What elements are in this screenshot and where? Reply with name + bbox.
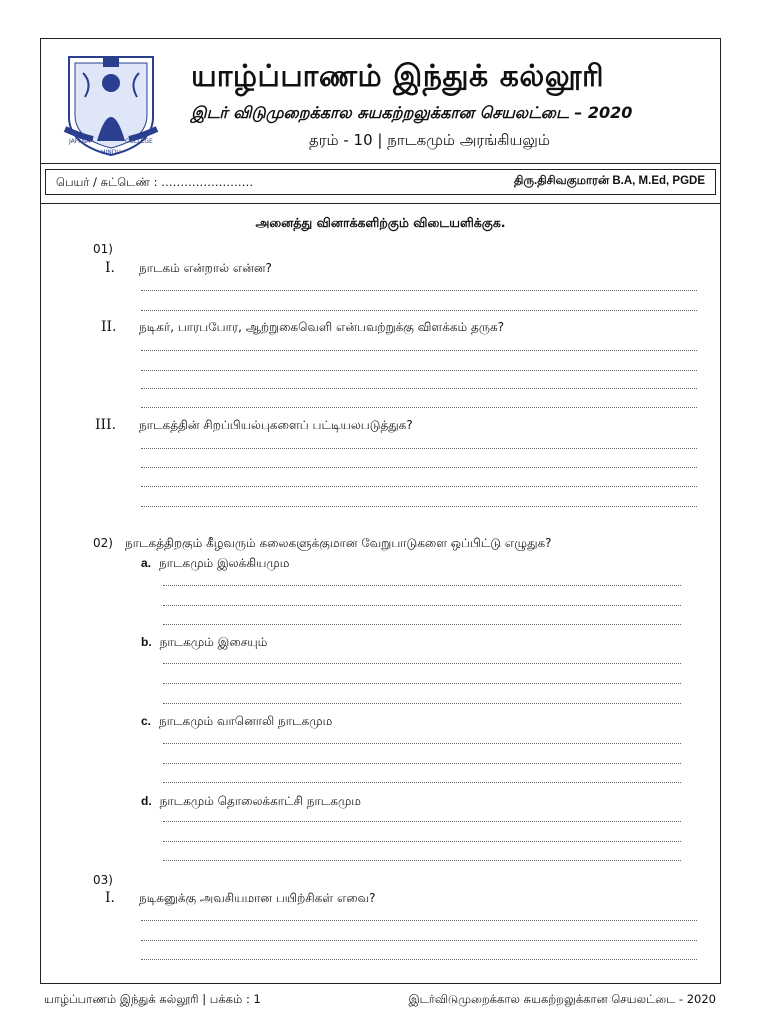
question-2-b: b. நாடகமும் இசையும் [141,635,268,649]
instruction: அனைத்து வினாக்களிற்கும் விடையளிக்குக. [255,215,506,230]
question-2-c: c. நாடகமும் வானொலி நாடகமும [141,714,333,728]
name-bar [45,169,716,195]
question-2-number: 02) [93,536,113,550]
answer-line[interactable] [163,585,681,586]
question-2-d: d. நாடகமும் தொலைக்காட்சி நாடகமும [141,794,361,808]
name-label: பெயர் / சுட்டெண் : …………………… [56,175,254,189]
header [41,39,720,164]
answer-line[interactable] [141,940,697,941]
question-3-i-text: நடிகனுக்கு அவசியமான பயிற்சிகள் எவை? [139,891,376,905]
answer-line[interactable] [141,310,697,311]
divider [41,203,720,204]
question-1-i-text: நாடகம் என்றால் என்ன? [139,261,272,275]
answer-line[interactable] [163,663,681,664]
grade-subject: தரம் - 10 | நாடகமும் அரங்கியலும் [309,131,550,149]
answer-line[interactable] [141,467,697,468]
question-1-i-label: I. [105,260,115,276]
college-crest-logo [63,53,159,157]
answer-line[interactable] [141,290,697,291]
answer-line[interactable] [163,821,681,822]
worksheet-frame [40,38,721,984]
answer-line[interactable] [163,860,681,861]
answer-line[interactable] [141,448,697,449]
question-3-number: 03) [93,873,113,887]
answer-line[interactable] [163,624,681,625]
question-2-text: நாடகத்திறகும் கீழவரும் கலைகளுக்குமான வேறுபாடுகளை ஒப்பிட்டு எழுதுக? [125,536,552,550]
answer-line[interactable] [163,703,681,704]
question-1-iii-text: நாடகத்தின் சிறப்பியல்புகளைப் பட்டியலபடுத்துக? [139,418,413,432]
question-3-i-label: I. [105,890,115,906]
question-1-iii-label: III. [95,417,117,433]
question-1-ii-label: II. [101,319,117,335]
school-name: யாழ்ப்பாணம் இந்துக் கல்லூரி [191,59,605,94]
question-2-a: a. நாடகமும் இலக்கியமும [141,556,290,570]
answer-line[interactable] [141,370,697,371]
answer-line[interactable] [163,782,681,783]
answer-line[interactable] [141,959,697,960]
answer-line[interactable] [141,350,697,351]
answer-line[interactable] [163,763,681,764]
question-1-number: 01) [93,242,113,256]
teacher-name: திரு.திசிவகுமாரன் B.A, M.Ed, PGDE [513,175,705,187]
answer-line[interactable] [163,683,681,684]
svg-text:HINDU: HINDU [101,149,121,156]
answer-line[interactable] [141,506,697,507]
question-1-ii-text: நடிகர், பாரபபோர, ஆற்றுகைவெளி என்பவற்றுக்கு விளக்கம் தருக? [139,320,504,334]
footer-left: யாழ்ப்பாணம் இந்துக் கல்லூரி | பக்கம் : 1 [44,992,261,1006]
answer-line[interactable] [141,388,697,389]
answer-line[interactable] [141,920,697,921]
svg-text:JAFFNA: JAFFNA [69,138,91,145]
answer-line[interactable] [163,841,681,842]
svg-text:COLLEGE: COLLEGE [125,138,153,145]
answer-line[interactable] [141,407,697,408]
answer-line[interactable] [163,743,681,744]
footer-right: இடர்விடுமுறைக்கால சுயகற்றலுக்கான செயலட்டை - 2020 [408,992,716,1006]
worksheet-subtitle: இடர் விடுமுறைக்கால சுயகற்றலுக்கான செயலட்டை – 2020 [191,103,633,122]
answer-line[interactable] [141,486,697,487]
answer-line[interactable] [163,605,681,606]
